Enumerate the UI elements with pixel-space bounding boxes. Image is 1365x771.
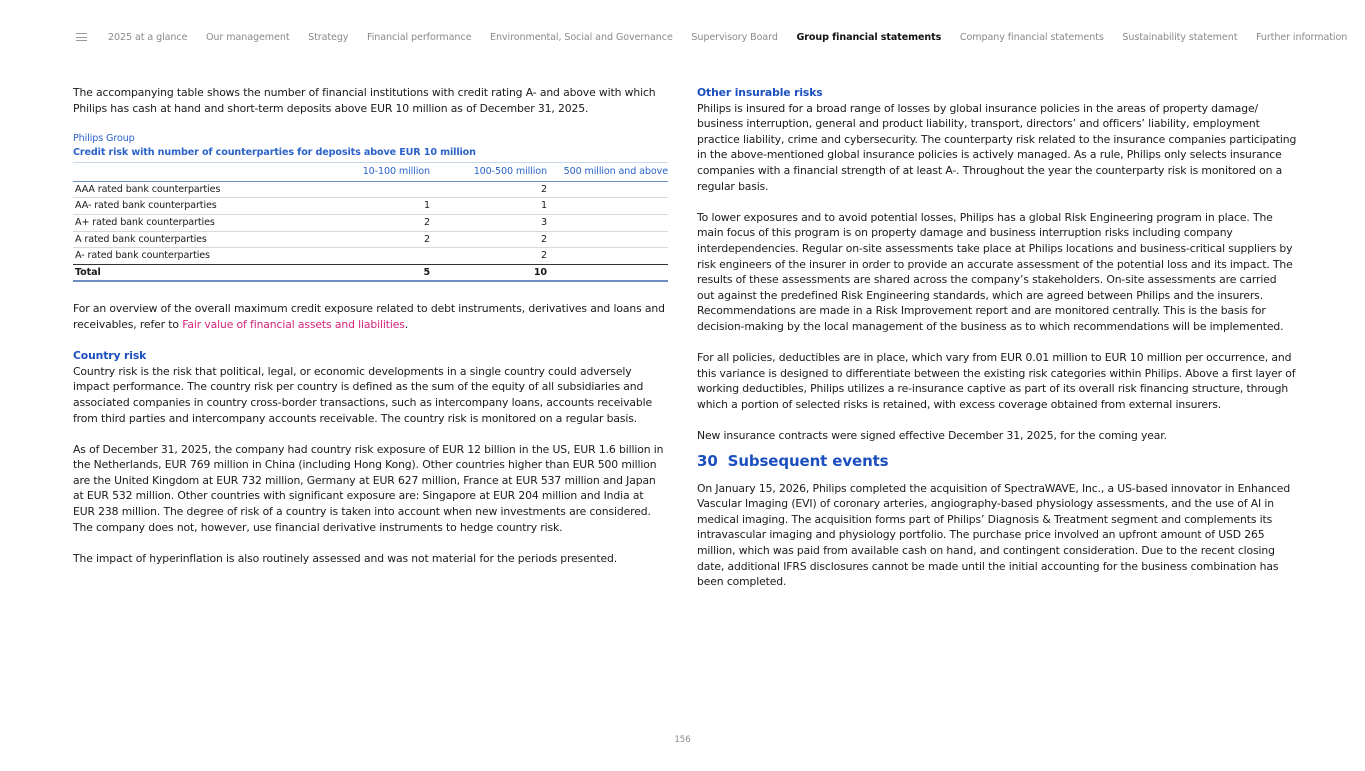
table-row	[73, 198, 668, 215]
table-header-10-100: 10-100 million	[323, 163, 433, 182]
row-label: A rated bank counterparties	[73, 231, 323, 248]
nav-item-at-a-glance[interactable]: 2025 at a glance	[108, 31, 188, 43]
country-risk-heading: Country risk	[73, 349, 147, 363]
row-label: AA- rated bank counterparties	[73, 198, 323, 215]
nav-item-further-information[interactable]: Further information	[1255, 31, 1348, 43]
nav-item-sustainability-statement[interactable]: Sustainability statement	[1122, 31, 1238, 43]
table-caption-title: Credit risk with number of counterparties for deposits above EUR 10 million	[73, 147, 476, 159]
left-column	[73, 85, 668, 566]
overview-end: .	[404, 317, 409, 331]
overview-paragraph	[73, 301, 668, 332]
right-column	[697, 85, 1297, 590]
insurable-paragraph-3: For all policies, deductibles are in place, which vary from EUR 0.01 million to EUR 10 million per occurrence, and this variance is designed to differentiate between the existing risk categories within Philips. Above a first layer of working deductibles, Philips utilizes a re-insurance captive as part of its overall risk financing structure, through which a portion of selected risks is retained, with excess coverage obtained from external insurers.	[697, 351, 1296, 411]
cell-10-100: 2	[323, 214, 433, 231]
section-title: Subsequent events	[727, 451, 889, 470]
table-total-row	[73, 264, 668, 281]
section-heading	[697, 451, 1297, 471]
cell-10-100	[323, 248, 433, 265]
nav-item-our-management[interactable]: Our management	[205, 31, 290, 43]
nav-item-supervisory-board[interactable]: Supervisory Board	[691, 31, 778, 43]
overview-text: For an overview of the overall maximum credit exposure related to debt instruments, derivatives and loans and receivables, refer to	[73, 302, 665, 331]
cell-100-500: 3	[433, 214, 550, 231]
row-label: A+ rated bank counterparties	[73, 214, 323, 231]
total-10-100: 5	[323, 264, 433, 281]
table-header-label	[73, 163, 323, 182]
fair-value-link[interactable]: Fair value of financial assets and liabilities	[182, 317, 405, 331]
table-header-100-500: 100-500 million	[433, 163, 550, 182]
cell-500-plus	[550, 181, 668, 198]
cell-10-100: 2	[323, 231, 433, 248]
table-header-500-plus: 500 million and above	[550, 163, 668, 182]
page-number: 156	[674, 735, 691, 745]
nav-item-strategy[interactable]: Strategy	[308, 31, 349, 43]
nav-item-company-financial-statements[interactable]: Company financial statements	[959, 31, 1104, 43]
table-caption-group: Philips Group	[73, 133, 135, 145]
nav-item-esg[interactable]: Environmental, Social and Governance	[489, 31, 673, 43]
nav-item-financial-performance[interactable]: Financial performance	[366, 31, 472, 43]
total-label: Total	[73, 264, 323, 281]
table-row	[73, 231, 668, 248]
country-risk-paragraph-2: As of December 31, 2025, the company had country risk exposure of EUR 12 billion in the US, EUR 1.6 billion in the Netherlands, EUR 769 million in China (including Hong Kong). Other countries higher than EUR 500 million are the United Kingdom at EUR 732 million, Germany at EUR 627 million, France at EUR 537 million and Japan at EUR 532 million. Other countries with significant exposure are: Singapore at EUR 204 million and India at EUR 238 million. The degree of risk of a country is taken into account when new investments are considered. The company does not, however, use financial derivative instruments to hedge country risk.	[73, 442, 664, 534]
table-row	[73, 214, 668, 231]
cell-100-500: 1	[433, 198, 550, 215]
cell-500-plus	[550, 231, 668, 248]
cell-500-plus	[550, 198, 668, 215]
cell-100-500: 2	[433, 248, 550, 265]
intro-paragraph: The accompanying table shows the number of financial institutions with credit rating A- and above with which Philips has cash at hand and short-term deposits above EUR 10 million as of December 31, 2025.	[73, 86, 656, 115]
row-label: A- rated bank counterparties	[73, 248, 323, 265]
cell-500-plus	[550, 214, 668, 231]
credit-risk-table	[73, 162, 668, 282]
section-number: 30	[697, 451, 718, 470]
cell-500-plus	[550, 248, 668, 265]
table-header-row	[73, 163, 668, 182]
top-navigation	[76, 29, 1365, 45]
table-row	[73, 181, 668, 198]
total-500-plus	[550, 264, 668, 281]
cell-10-100	[323, 181, 433, 198]
hamburger-menu-icon[interactable]	[76, 33, 87, 41]
cell-10-100: 1	[323, 198, 433, 215]
hyperinflation-paragraph: The impact of hyperinflation is also routinely assessed and was not material for the periods presented.	[73, 551, 618, 565]
insurable-paragraph-2: To lower exposures and to avoid potential losses, Philips has a global Risk Engineering program in place. The main focus of this program is on property damage and business interruption risks including company interdependencies. Regular on-site assessments take place at Philips locations and business-critical suppliers by risk engineers of the insurer in order to provide an accurate assessment of the potential loss and its impact. The results of these assessments are shared across the company’s stakeholders. On-site assessments are carried out against the predefined Risk Engineering standards, which are agreed between Philips and the insurers. Recommendations are made in a Risk Improvement report and are monitored centrally. This is the basis for decision-making by the local management of the business as to which recommendations will be implemented.	[697, 210, 1293, 333]
subsequent-events-paragraph: On January 15, 2026, Philips completed the acquisition of SpectraWAVE, Inc., a US-based innovator in Enhanced Vascular Imaging (EVI) of coronary arteries, angiography-based physiology assessments, and the use of AI in medical imaging. The acquisition forms part of Philips’ Diagnosis & Treatment segment and complements its intravascular imaging and physiology portfolio. The purchase price involved an upfront amount of USD 265 million, which was paid from available cash on hand, and contingent consideration. Due to the recent closing date, additional IFRS disclosures cannot be made until the initial accounting for the business combination has been completed.	[697, 481, 1291, 589]
insurable-paragraph-1: Philips is insured for a broad range of losses by global insurance policies in the areas of property damage/ business interruption, general and product liability, transport, directors’ and officers’ liability, employment practice liability, crime and cybersecurity. The counterparty risk related to the insurance companies participating in the above-mentioned global insurance policies is actively managed. As a rule, Philips only selects insurance companies with a financial strength of at least A-. Throughout the year the counterparty risk is monitored on a regular basis.	[697, 101, 1297, 193]
cell-100-500: 2	[433, 231, 550, 248]
total-100-500: 10	[433, 264, 550, 281]
country-risk-paragraph-1: Country risk is the risk that political, legal, or economic developments in a single country could adversely impact performance. The country risk per country is defined as the sum of the equity of all subsidiaries and associated companies in country cross-border transactions, such as intercompany loans, accounts receivable from third parties and intercompany accounts receivable. The country risk is monitored on a regular basis.	[73, 364, 652, 425]
row-label: AAA rated bank counterparties	[73, 181, 323, 198]
other-insurable-risks-heading: Other insurable risks	[697, 86, 823, 99]
insurable-paragraph-4: New insurance contracts were signed effective December 31, 2025, for the coming year.	[697, 429, 1167, 443]
nav-item-group-financial-statements[interactable]: Group financial statements	[796, 31, 942, 43]
table-row	[73, 248, 668, 265]
cell-100-500: 2	[433, 181, 550, 198]
